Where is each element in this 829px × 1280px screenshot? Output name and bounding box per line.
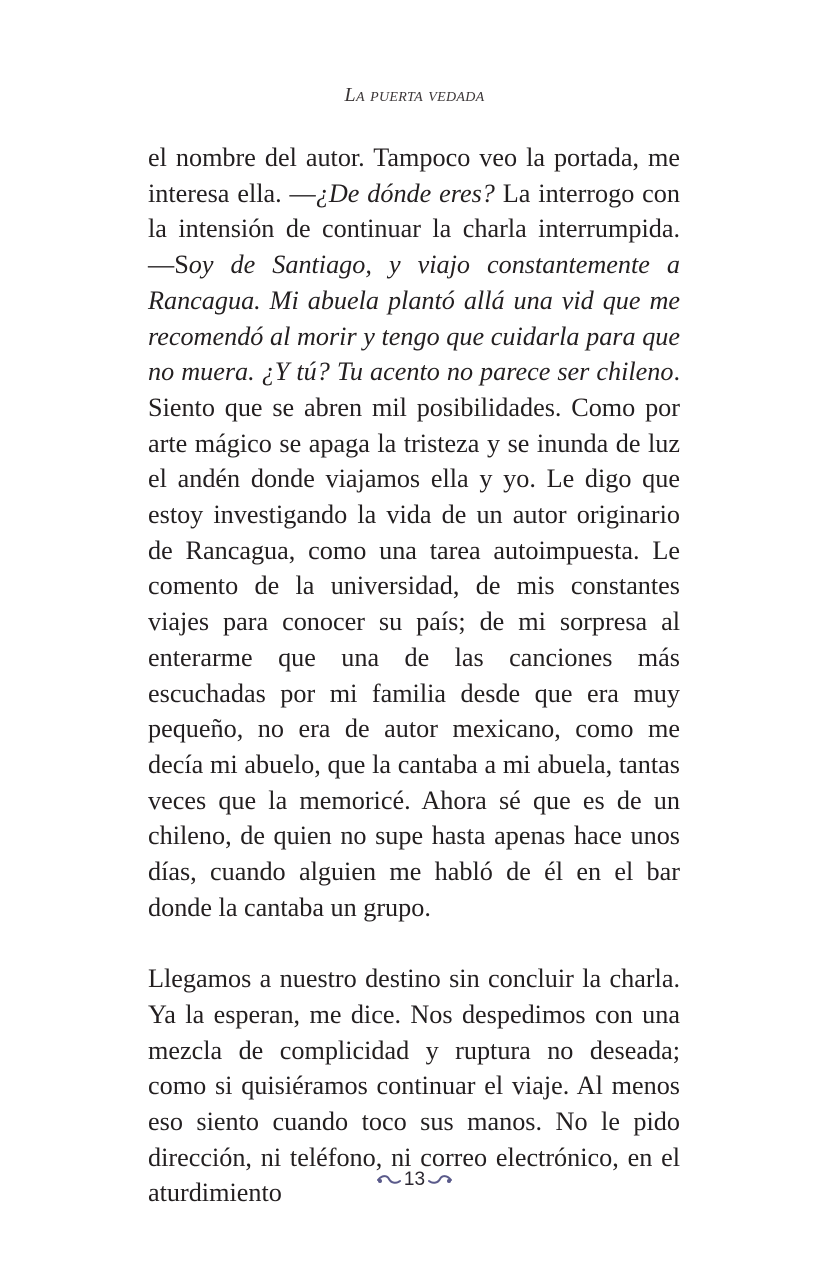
page-folio — [0, 1169, 829, 1191]
swash-ornament-left-icon — [376, 1173, 402, 1187]
swash-ornament-right-icon — [427, 1173, 453, 1187]
page-number: 13 — [403, 1169, 426, 1190]
paragraph-1-italic-question: ¿De dónde eres? — [315, 178, 495, 208]
paragraph-1-text-c: . Siento que se abren mil posibilidades. Como por arte mágico se apaga la tristeza y se inunda de luz el andén donde viajamos ella y yo. Le digo que estoy investigando la vida de un autor originario de Rancagua, como una tarea autoimpuesta. Le comento de la universidad, de mis constantes viajes para conocer su país; de mi sorpresa al enterarme que una de las canciones más escuchadas por mi familia desde que era muy pequeño, no era de autor mexicano, como me decía mi abuelo, que la cantaba a mi abuela, tantas veces que la memoricé. Ahora sé que es de un chileno, de quien no supe hasta apenas hace unos días, cuando alguien me habló de él en el bar donde la cantaba un grupo. — [148, 357, 680, 922]
paragraph-1 — [148, 140, 680, 925]
page-body — [148, 140, 680, 1211]
running-head-title: La puerta vedada — [344, 84, 485, 106]
paragraph-2: Llegamos a nuestro destino sin concluir la charla. Ya la esperan, me dice. Nos despedimos con una mezcla de complicidad y ruptura no deseada; como si quisiéramos continuar el viaje. Al menos eso siento cuando toco sus manos. No le pido dirección, ni teléfono, ni correo electrónico, en el aturdimiento — [148, 964, 680, 1208]
paragraph-1-text-b: La interrogo con la intensión de continuar la charla interrumpida. —S — [148, 178, 680, 280]
paragraph-1-text-a: el nombre del autor. Tampoco veo la portada, me interesa ella. — — [148, 143, 680, 208]
paragraph-1-italic-dialogue: oy de Santiago, y viajo constantemente a Rancagua. Mi abuela plantó allá una vid que me recomendó al morir y tengo que cuidarla para que no muera. ¿Y tú? Tu acento no parece ser chileno — [148, 250, 680, 387]
